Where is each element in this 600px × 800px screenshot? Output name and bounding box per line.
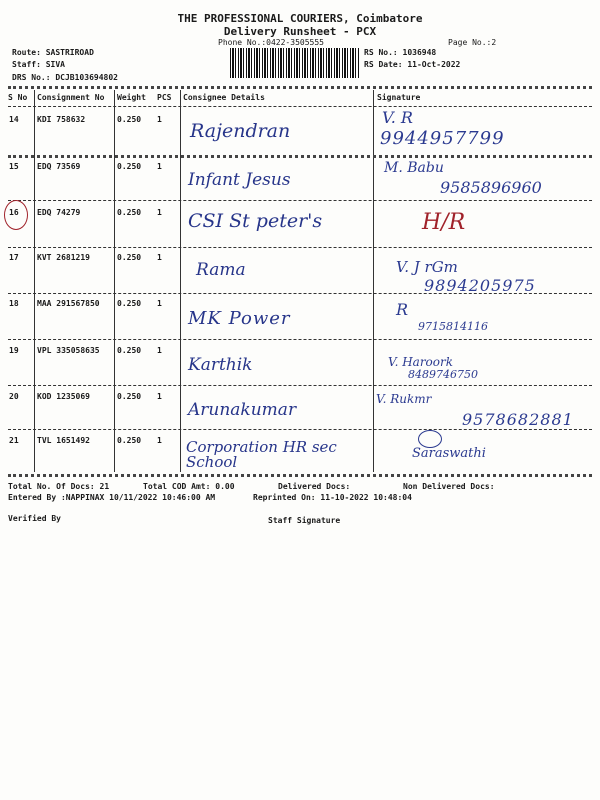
- row-sno: 21: [9, 436, 19, 445]
- column-header-divider: [8, 106, 592, 107]
- column-divider: [180, 90, 181, 472]
- total-docs: Total No. Of Docs: 21: [8, 482, 110, 491]
- row-sno: 14: [9, 115, 19, 124]
- row-phone: 9715814116: [418, 320, 488, 333]
- row-consignee: Rajendran: [190, 120, 291, 142]
- route: Route: SASTRIROAD: [12, 48, 94, 57]
- row-pcs: 1: [157, 436, 162, 445]
- col-header-consignment: Consignment No: [37, 93, 105, 102]
- row-pcs: 1: [157, 208, 162, 217]
- row-weight: 0.250: [117, 162, 142, 171]
- row-signature: M. Babu: [384, 160, 444, 176]
- row-phone: 9578682881: [462, 410, 574, 429]
- delivered-docs: Delivered Docs:: [278, 482, 351, 491]
- row-consignment: MAA 291567850: [37, 299, 100, 308]
- staff: Staff: SIVA: [12, 60, 65, 69]
- row-consignment: EDQ 74279: [37, 208, 81, 217]
- row-consignee: Arunakumar: [188, 400, 297, 420]
- row-divider: [8, 200, 592, 201]
- row-pcs: 1: [157, 346, 162, 355]
- row-divider: [8, 339, 592, 340]
- column-divider: [34, 90, 35, 472]
- col-header-sno: S No: [8, 93, 28, 102]
- non-delivered-docs: Non Delivered Docs:: [403, 482, 495, 491]
- row-signature: V. R: [382, 108, 413, 127]
- row-sno: 17: [9, 253, 19, 262]
- barcode-image: [230, 48, 360, 78]
- total-cod: Total COD Amt: 0.00: [143, 482, 235, 491]
- row-sno: 16: [9, 208, 19, 217]
- row-signature: V. Rukmr: [376, 392, 432, 406]
- header-divider: [8, 86, 592, 89]
- phone-number: Phone No.:0422-3505555: [218, 38, 324, 47]
- row-signature: H/R: [422, 210, 466, 235]
- row-divider: [8, 429, 592, 430]
- row-divider: [8, 247, 592, 248]
- row-consignment: KVT 2681219: [37, 253, 90, 262]
- row-pcs: 1: [157, 392, 162, 401]
- row-pcs: 1: [157, 299, 162, 308]
- col-header-signature: Signature: [377, 93, 421, 102]
- row-consignee: Corporation HR sec School: [186, 438, 337, 471]
- document-title: Delivery Runsheet - PCX: [223, 25, 377, 38]
- row-weight: 0.250: [117, 436, 142, 445]
- row-consignee: Rama: [196, 260, 246, 280]
- row-divider: [8, 155, 592, 158]
- row-consignee: Karthik: [188, 355, 253, 375]
- row-pcs: 1: [157, 162, 162, 171]
- row-consignee: Infant Jesus: [188, 170, 291, 190]
- column-divider: [114, 90, 115, 472]
- row-signature: R: [396, 300, 409, 319]
- row-phone: 9585896960: [440, 178, 542, 197]
- row-weight: 0.250: [117, 208, 142, 217]
- row-phone: 9894205975: [424, 276, 536, 295]
- entered-by: Entered By :NAPPINAX 10/11/2022 10:46:00 AM: [8, 493, 216, 502]
- row-consignment: KDI 758632: [37, 115, 86, 124]
- verified-by: Verified By: [8, 514, 61, 523]
- row-pcs: 1: [157, 253, 162, 262]
- rs-date: RS Date: 11-Oct-2022: [364, 60, 461, 69]
- staff-signature-label: Staff Signature: [268, 516, 341, 525]
- col-header-pcs: PCS: [157, 93, 172, 102]
- row-consignee: CSI St peter's: [188, 210, 323, 232]
- company-title: THE PROFESSIONAL COURIERS, Coimbatore: [177, 12, 423, 25]
- page-number: Page No.:2: [448, 38, 497, 47]
- row-weight: 0.250: [117, 299, 142, 308]
- row-consignment: VPL 335058635: [37, 346, 100, 355]
- row-sno: 19: [9, 346, 19, 355]
- row-signature: Saraswathi: [412, 446, 486, 461]
- reprinted-on: Reprinted On: 11-10-2022 10:48:04: [253, 493, 412, 502]
- row-signature: V. Haroork: [388, 355, 454, 369]
- rs-number: RS No.: 1036948: [364, 48, 437, 57]
- row-sno: 15: [9, 162, 19, 171]
- row-phone: 9944957799: [380, 128, 505, 149]
- col-header-weight: Weight: [117, 93, 146, 102]
- table-bottom-divider: [8, 474, 592, 477]
- column-divider: [373, 90, 374, 472]
- row-consignment: KOD 1235069: [37, 392, 90, 401]
- row-consignment: EDQ 73569: [37, 162, 81, 171]
- row-signature: V. J rGm: [396, 258, 458, 276]
- row-divider: [8, 385, 592, 386]
- row-weight: 0.250: [117, 115, 142, 124]
- row-consignee: MK Power: [188, 308, 291, 329]
- row-consignment: TVL 1651492: [37, 436, 90, 445]
- row-phone: 8489746750: [408, 368, 478, 381]
- row-divider: [8, 293, 592, 294]
- row-weight: 0.250: [117, 346, 142, 355]
- row-sno: 20: [9, 392, 19, 401]
- col-header-consignee: Consignee Details: [183, 93, 265, 102]
- row-weight: 0.250: [117, 253, 142, 262]
- row-sno: 18: [9, 299, 19, 308]
- row-pcs: 1: [157, 115, 162, 124]
- row-weight: 0.250: [117, 392, 142, 401]
- drs-number: DRS No.: DCJB103694802: [12, 73, 118, 82]
